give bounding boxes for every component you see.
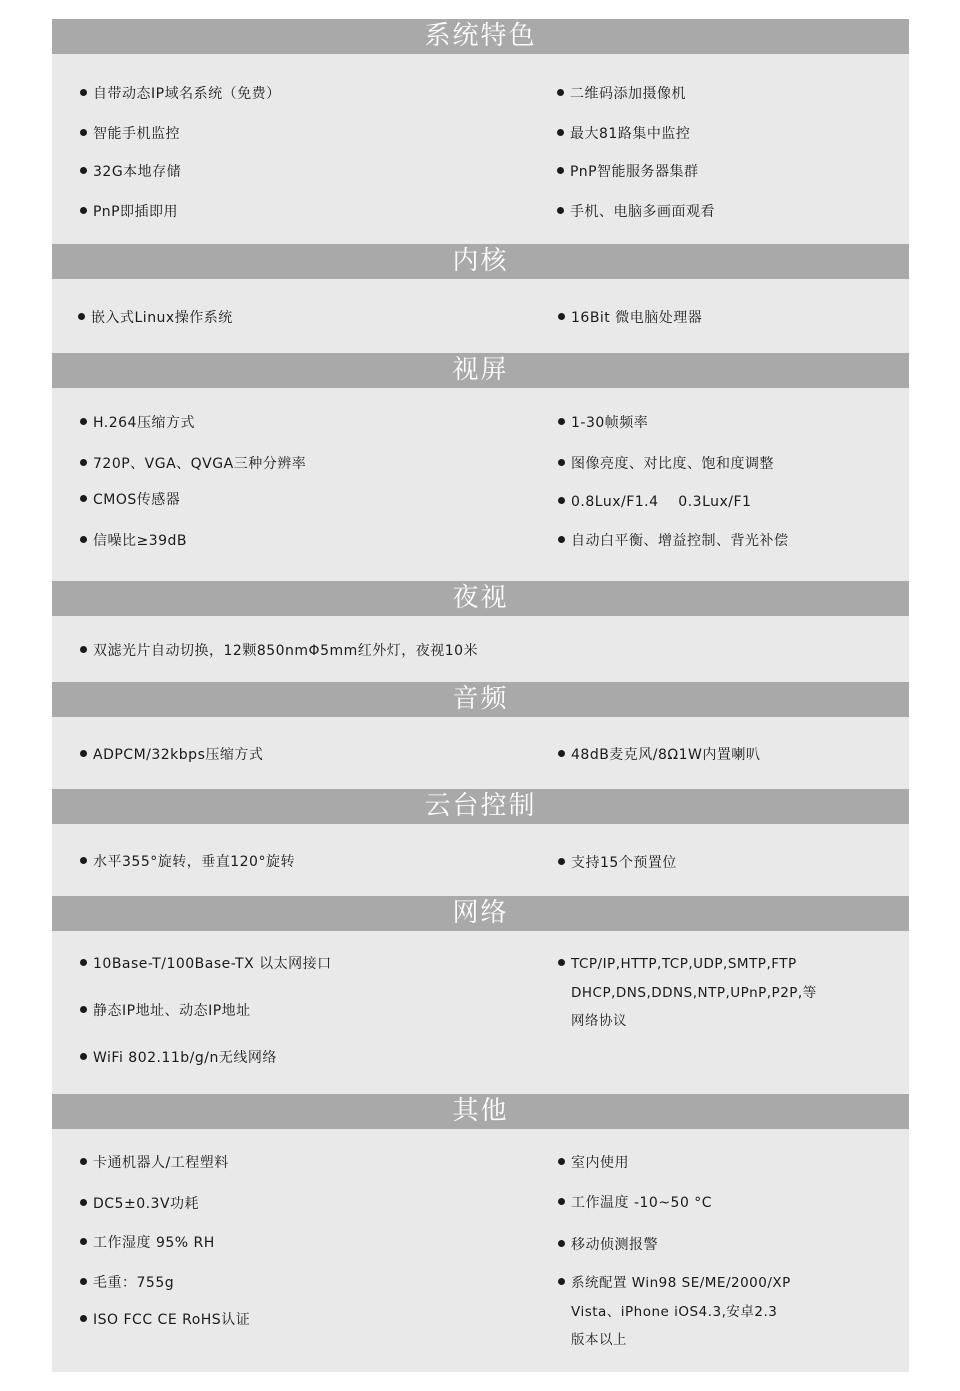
- bullet-icon: [80, 129, 87, 136]
- section-header-other: [52, 1094, 909, 1129]
- other-item: ISO FCC CE RoHS认证: [80, 1311, 250, 1329]
- section-title: 网络: [452, 898, 509, 928]
- bullet-icon: [558, 858, 565, 865]
- network-item: 静态IP地址、动态IP地址: [80, 1002, 251, 1020]
- bullet-icon: [558, 1240, 565, 1247]
- feature-item: 二维码添加摄像机: [557, 85, 686, 103]
- bullet-icon: [558, 959, 565, 966]
- section-title: 夜视: [452, 583, 509, 613]
- network-item: WiFi 802.11b/g/n无线网络: [80, 1049, 277, 1067]
- section-title: 视屏: [452, 355, 509, 385]
- bullet-icon: [80, 1006, 87, 1013]
- video-item: 1-30帧频率: [558, 414, 648, 432]
- section-header-features: [52, 19, 909, 54]
- other-item: 卡通机器人/工程塑料: [80, 1154, 229, 1172]
- bullet-icon: [558, 1198, 565, 1205]
- bullet-icon: [80, 1315, 87, 1322]
- bullet-icon: [80, 495, 87, 502]
- core-item: 16Bit 微电脑处理器: [558, 309, 702, 327]
- bullet-icon: [78, 313, 85, 320]
- section-title: 云台控制: [424, 791, 537, 821]
- bullet-icon: [558, 418, 565, 425]
- audio-item: ADPCM/32kbps压缩方式: [80, 746, 263, 764]
- bullet-icon: [80, 646, 87, 653]
- section-title: 系统特色: [424, 21, 537, 51]
- video-item: 自动白平衡、增益控制、背光补偿: [558, 532, 789, 550]
- audio-item: 48dB麦克风/8Ω1W内置喇叭: [558, 746, 760, 764]
- section-header-core: [52, 244, 909, 279]
- other-item: 工作湿度 95% RH: [80, 1234, 215, 1252]
- section-title: 内核: [452, 246, 509, 276]
- bullet-icon: [558, 1158, 565, 1165]
- bullet-icon: [558, 750, 565, 757]
- feature-item: PnP智能服务器集群: [557, 163, 699, 181]
- bullet-icon: [80, 750, 87, 757]
- bullet-icon: [558, 536, 565, 543]
- bullet-icon: [80, 959, 87, 966]
- bullet-icon: [80, 1278, 87, 1285]
- bullet-icon: [80, 1199, 87, 1206]
- section-header-night-vision: [52, 581, 909, 616]
- bullet-icon: [558, 459, 565, 466]
- other-item: DC5±0.3V功耗: [80, 1195, 199, 1213]
- video-item: 信噪比≥39dB: [80, 532, 187, 550]
- bullet-icon: [80, 857, 87, 864]
- bullet-icon: [80, 536, 87, 543]
- video-item: H.264压缩方式: [80, 414, 195, 432]
- bullet-icon: [80, 89, 87, 96]
- core-item: 嵌入式Linux操作系统: [78, 309, 233, 327]
- network-protocols-item: TCP/IP,HTTP,TCP,UDP,SMTP,FTP DHCP,DNS,DDNS,NTP,UPnP,P2P,等 网络协议: [558, 950, 817, 1036]
- bullet-icon: [80, 1158, 87, 1165]
- video-item: 720P、VGA、QVGA三种分辨率: [80, 455, 306, 473]
- ptz-item: 水平355°旋转，垂直120°旋转: [80, 853, 295, 871]
- feature-item: 最大81路集中监控: [557, 125, 690, 143]
- other-item: 工作温度 -10~50 °C: [558, 1194, 712, 1212]
- bullet-icon: [558, 1278, 565, 1285]
- feature-item: 智能手机监控: [80, 125, 180, 143]
- video-item: CMOS传感器: [80, 491, 180, 509]
- bullet-icon: [80, 1238, 87, 1245]
- other-item: 移动侦测报警: [558, 1236, 658, 1254]
- bullet-icon: [80, 207, 87, 214]
- bullet-icon: [557, 129, 564, 136]
- system-config-item: 系统配置 Win98 SE/ME/2000/XP Vista、iPhone iOS4.3,安卓2.3 版本以上: [558, 1269, 791, 1355]
- other-item: 室内使用: [558, 1154, 629, 1172]
- bullet-icon: [558, 313, 565, 320]
- section-title: 其他: [452, 1096, 509, 1126]
- feature-item: PnP即插即用: [80, 203, 178, 221]
- feature-item: 自带动态IP域名系统（免费）: [80, 85, 281, 103]
- bullet-icon: [557, 207, 564, 214]
- section-header-ptz: [52, 789, 909, 824]
- other-item: 毛重：755g: [80, 1274, 174, 1292]
- feature-item: 32G本地存储: [80, 163, 181, 181]
- bullet-icon: [557, 167, 564, 174]
- night-vision-item: 双滤光片自动切换，12颗850nmΦ5mm红外灯，夜视10米: [80, 642, 478, 660]
- video-item: 0.8Lux/F1.4 0.3Lux/F1: [558, 493, 751, 511]
- bullet-icon: [80, 418, 87, 425]
- feature-item: 手机、电脑多画面观看: [557, 203, 715, 221]
- bullet-icon: [80, 167, 87, 174]
- section-panel-features: [52, 54, 909, 244]
- network-item: 10Base-T/100Base-TX 以太网接口: [80, 955, 332, 973]
- bullet-icon: [558, 497, 565, 504]
- section-header-network: [52, 896, 909, 931]
- section-header-audio: [52, 682, 909, 717]
- section-header-video: [52, 353, 909, 388]
- section-title: 音频: [452, 684, 509, 714]
- bullet-icon: [80, 1053, 87, 1060]
- bullet-icon: [80, 459, 87, 466]
- ptz-item: 支持15个预置位: [558, 854, 677, 872]
- bullet-icon: [557, 89, 564, 96]
- video-item: 图像亮度、对比度、饱和度调整: [558, 455, 774, 473]
